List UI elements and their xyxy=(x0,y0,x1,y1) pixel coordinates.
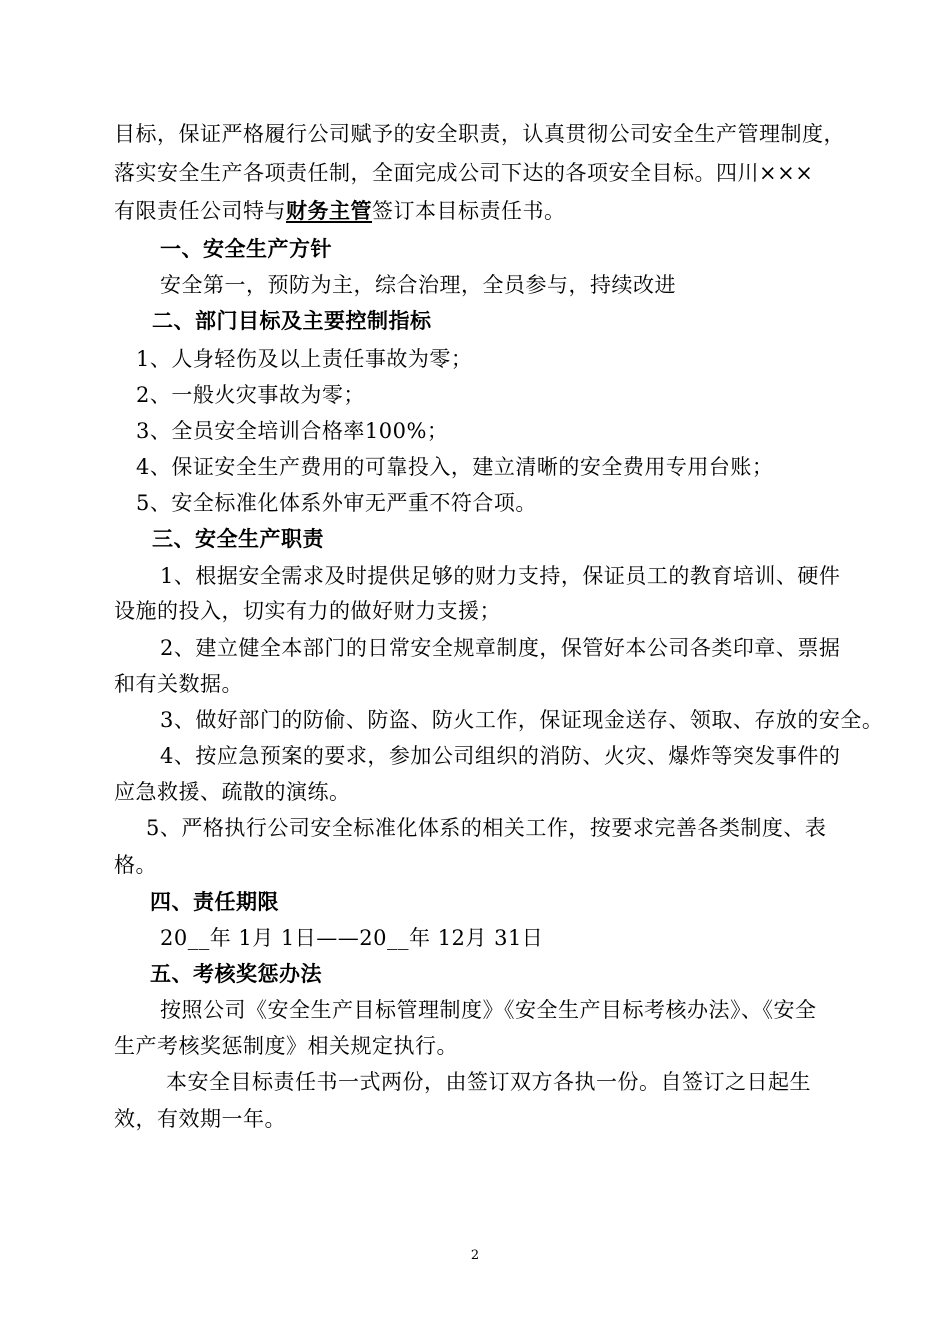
page-number: 2 xyxy=(470,1248,480,1263)
duty-item-4-line-2: 应急救援、疏散的演练。 xyxy=(114,780,351,804)
target-item-1: 1、人身轻伤及以上责任事故为零； xyxy=(136,347,473,371)
signatory-role: 财务主管 xyxy=(286,198,372,223)
target-item-2: 2、一般火灾事故为零； xyxy=(136,383,365,407)
intro-line-2: 落实安全生产各项责任制，全面完成公司下达的各项安全目标。四川××× xyxy=(114,161,814,185)
duty-item-5-line-2: 格。 xyxy=(114,853,157,877)
duty-item-4-line-1: 4、按应急预案的要求，参加公司组织的消防、火灾、爆炸等突发事件的 xyxy=(160,744,841,768)
duty-item-2-line-2: 和有关数据。 xyxy=(114,672,243,696)
section-1-heading: 一、安全生产方针 xyxy=(160,236,332,261)
intro-line-3-pre: 有限责任公司特与 xyxy=(114,199,286,223)
section-3-heading: 三、安全生产职责 xyxy=(152,526,324,551)
target-item-4: 4、保证安全生产费用的可靠投入，建立清晰的安全费用专用台账； xyxy=(136,455,774,479)
intro-line-1: 目标，保证严格履行公司赋予的安全职责，认真贯彻公司安全生产管理制度， xyxy=(114,122,845,146)
duty-item-1-line-2: 设施的投入，切实有力的做好财力支援； xyxy=(114,599,501,623)
duty-item-1-line-1: 1、根据安全需求及时提供足够的财力支持，保证员工的教育培训、硬件 xyxy=(160,564,841,588)
section-4-heading: 四、责任期限 xyxy=(150,889,279,914)
section-2-heading: 二、部门目标及主要控制指标 xyxy=(152,308,432,333)
target-item-3: 3、全员安全培训合格率100%； xyxy=(136,419,449,443)
assessment-text-line-2: 生产考核奖惩制度》相关规定执行。 xyxy=(114,1034,458,1058)
section-5-heading: 五、考核奖惩办法 xyxy=(150,961,322,986)
responsibility-period: 20__年 1月 1日——20__年 12月 31日 xyxy=(160,926,544,950)
duty-item-5-line-1: 5、严格执行公司安全标准化体系的相关工作，按要求完善各类制度、表 xyxy=(146,816,827,840)
duty-item-3: 3、做好部门的防偷、防盗、防火工作，保证现金送存、领取、存放的安全。 xyxy=(160,708,884,732)
assessment-text-line-1: 按照公司《安全生产目标管理制度》《安全生产目标考核办法》、《安全 xyxy=(160,998,817,1022)
section-1-text: 安全第一，预防为主，综合治理，全员参与，持续改进 xyxy=(160,273,676,297)
intro-line-3 xyxy=(114,198,566,224)
target-item-5: 5、安全标准化体系外审无严重不符合项。 xyxy=(136,491,537,515)
closing-text-line-2: 效，有效期一年。 xyxy=(114,1107,286,1131)
closing-text-line-1: 本安全目标责任书一式两份，由签订双方各执一份。自签订之日起生 xyxy=(166,1070,811,1094)
duty-item-2-line-1: 2、建立健全本部门的日常安全规章制度，保管好本公司各类印章、票据 xyxy=(160,636,841,660)
intro-line-3-post: 签订本目标责任书。 xyxy=(372,199,566,223)
